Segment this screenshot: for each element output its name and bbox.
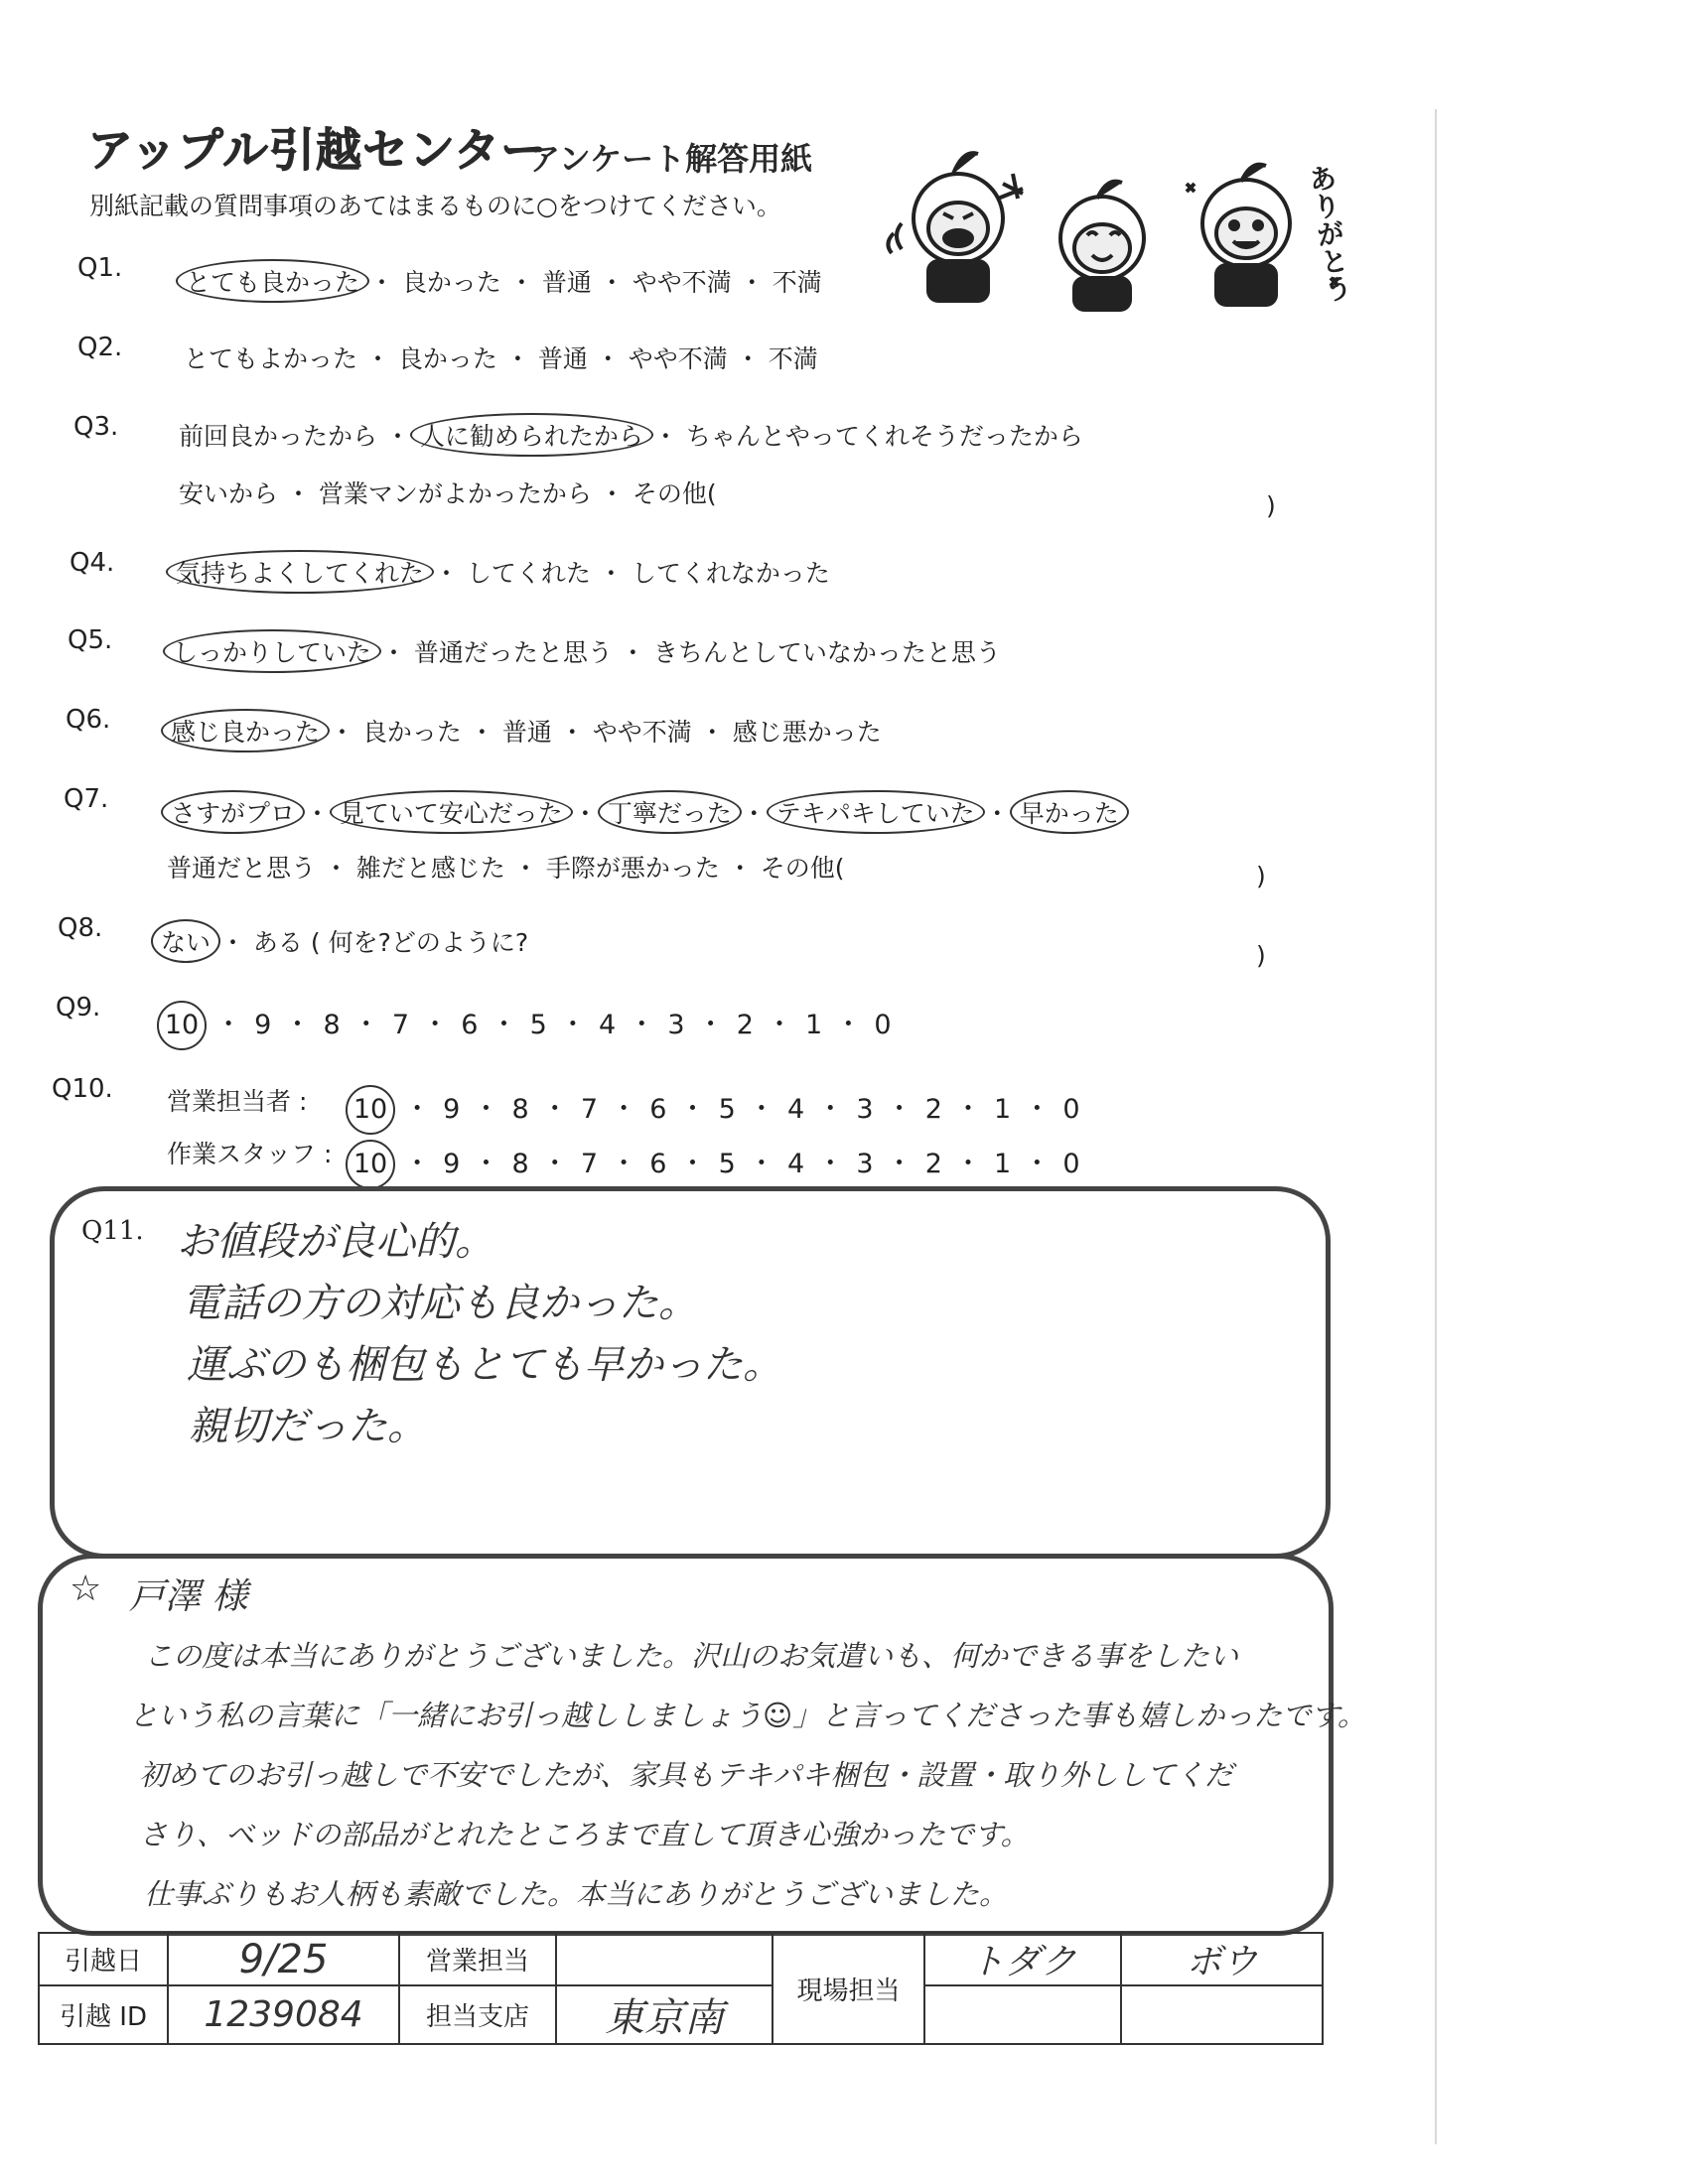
q9-score[interactable]: 8 <box>323 1010 341 1040</box>
q4-option[interactable]: してくれた <box>466 559 591 588</box>
message-addressee: 戸澤 様 <box>129 1576 248 1617</box>
q7-option[interactable]: 雑だと感じた <box>355 854 505 883</box>
site-staff-empty[interactable] <box>1121 1985 1323 2044</box>
move-id-value[interactable]: 1239084 <box>168 1985 399 2044</box>
q10-staff-scale: 10 ・ 9 ・ 8 ・ 7 ・ 6 ・ 5 ・ 4 ・ 3 ・ 2 ・ 1 ・ 0 <box>350 1142 1080 1183</box>
q4-options: 気持ちよくしてくれた ・ してくれた ・ してくれなかった <box>174 554 830 590</box>
q3-option-circled[interactable]: 人に勧められたから <box>410 413 653 457</box>
q10-sales-score-circled[interactable]: 10 <box>346 1085 395 1135</box>
q1-option-circled[interactable]: とても良かった <box>176 259 369 303</box>
q10-staff-score[interactable]: 5 <box>718 1149 736 1179</box>
q10-staff-label: 作業スタッフ : <box>167 1140 333 1168</box>
q9-score[interactable]: 4 <box>598 1010 617 1040</box>
message-body[interactable] <box>129 1626 1366 1924</box>
q5-number: Q5. <box>68 625 113 655</box>
move-date-value[interactable]: 9/25 <box>168 1933 399 1985</box>
q9-score[interactable]: 6 <box>461 1010 479 1040</box>
q9-score[interactable]: 1 <box>805 1010 823 1040</box>
q10-sales-score[interactable]: 9 <box>443 1094 461 1125</box>
q2-options: とてもよかった ・ 良かった ・ 普通 ・ やや不満 ・ 不満 <box>184 344 818 373</box>
q9-score[interactable]: 3 <box>667 1010 685 1040</box>
q10-staff-score[interactable]: 6 <box>649 1149 667 1179</box>
q5-option[interactable]: きちんとしていなかったと思う <box>652 638 1001 667</box>
q11-line: 親切だった。 <box>189 1404 427 1449</box>
q5-option-circled[interactable]: しっかりしていた <box>163 629 381 673</box>
q1-option[interactable]: 良かった <box>401 268 501 297</box>
q6-option-circled[interactable]: 感じ良かった <box>161 709 330 752</box>
q10-sales-score[interactable]: 6 <box>649 1094 667 1125</box>
message-line: 仕事ぶりもお人柄も素敵でした。本当にありがとうございました。 <box>144 1877 1009 1911</box>
q10-sales-score[interactable]: 5 <box>718 1094 736 1125</box>
q7-option[interactable]: その他( <box>760 854 845 883</box>
q9-score-circled[interactable]: 10 <box>157 1001 207 1050</box>
thanks-text: ありがとう <box>1303 162 1355 305</box>
q11-number: Q11. <box>81 1216 144 1246</box>
q7-number: Q7. <box>64 784 109 814</box>
q3-number: Q3. <box>73 412 119 442</box>
q9-number: Q9. <box>56 993 101 1023</box>
q2-option[interactable]: 不満 <box>768 344 818 373</box>
q6-option[interactable]: 良かった <box>361 718 462 747</box>
q3-options-line1: 前回良かったから ・ 人に勧められたから ・ ちゃんとやってくれそうだったから <box>179 417 1083 453</box>
q6-options: 感じ良かった ・ 良かった ・ 普通 ・ やや不満 ・ 感じ悪かった <box>169 713 882 749</box>
q9-score[interactable]: 5 <box>529 1010 547 1040</box>
q2-option[interactable]: 普通 <box>537 344 588 373</box>
q7-option-circled[interactable]: 早かった <box>1010 790 1129 834</box>
q11-line: お値段が良心的。 <box>177 1219 494 1265</box>
message-line: という私の言葉に「一緒にお引っ越ししましょう☺」と言ってくださった事も嬉しかったです。 <box>129 1699 1366 1732</box>
message-line: この度は本当にありがとうございました。沢山のお気遣いも、何かできる事をしたい <box>144 1639 1239 1673</box>
q3-option[interactable]: 前回良かったから <box>179 422 378 451</box>
sales-value[interactable] <box>556 1933 773 1985</box>
q10-staff-score[interactable]: 0 <box>1062 1149 1080 1179</box>
q6-option[interactable]: 感じ悪かった <box>732 718 882 747</box>
star-icon: ☆ <box>70 1569 102 1609</box>
q10-staff-score[interactable]: 8 <box>511 1149 529 1179</box>
q9-score[interactable]: 2 <box>736 1010 754 1040</box>
q3-option[interactable]: ちゃんとやってくれそうだったから <box>685 422 1083 451</box>
q7-close-paren: ) <box>1256 862 1266 890</box>
q7-option-circled[interactable]: テキパキしていた <box>767 790 985 834</box>
q11-answer[interactable] <box>177 1211 782 1457</box>
q3-option[interactable]: 安いから <box>179 479 279 508</box>
q8-option[interactable]: ある ( 何を?どのように? <box>252 928 529 957</box>
q7-options-line1: さすがプロ ・ 見ていて安心だった ・ 丁寧だった ・ テキパキしていた ・ 早かった <box>169 794 1121 830</box>
q8-number: Q8. <box>58 913 103 943</box>
q8-close-paren: ) <box>1256 941 1266 970</box>
q6-option[interactable]: やや不満 <box>592 718 692 747</box>
q10-sales-label: 営業担当者 : <box>167 1087 308 1116</box>
q10-sales-score[interactable]: 8 <box>511 1094 529 1125</box>
q11-line: 電話の方の対応も良かった。 <box>182 1281 698 1326</box>
q7-option[interactable]: 手際が悪かった <box>545 854 720 883</box>
q7-option-circled[interactable]: 見ていて安心だった <box>330 790 573 834</box>
q3-option[interactable]: 営業マンがよかったから <box>318 479 592 508</box>
q10-staff-score[interactable]: 9 <box>443 1149 461 1179</box>
q8-option-circled[interactable]: ない <box>151 919 220 963</box>
site-staff-label: 現場担当 <box>773 1933 924 2044</box>
q7-option[interactable]: 普通だと思う <box>167 854 317 883</box>
q10-staff-score[interactable]: 2 <box>924 1149 942 1179</box>
q9-score[interactable]: 7 <box>391 1010 410 1040</box>
site-staff-empty[interactable] <box>924 1985 1121 2044</box>
q3-options-line2: 安いから ・ 営業マンがよかったから ・ その他( <box>179 479 717 508</box>
q1-option[interactable]: やや不満 <box>632 268 732 297</box>
q6-number: Q6. <box>66 705 111 735</box>
q2-option[interactable]: とてもよかった <box>184 344 358 373</box>
mascot-illustration <box>884 144 1360 313</box>
q5-option[interactable]: 普通だったと思う <box>413 638 613 667</box>
q10-sales-score[interactable]: 1 <box>994 1094 1012 1125</box>
q10-sales-score[interactable]: 4 <box>786 1094 805 1125</box>
q10-sales-score[interactable]: 2 <box>924 1094 942 1125</box>
q10-staff-score[interactable]: 1 <box>994 1149 1012 1179</box>
q9-score[interactable]: 9 <box>254 1010 272 1040</box>
q10-staff-score-circled[interactable]: 10 <box>346 1140 395 1189</box>
site-staff-1[interactable]: トダク <box>924 1933 1121 1985</box>
q10-staff-score[interactable]: 7 <box>580 1149 599 1179</box>
q9-scale: 10 ・ 9 ・ 8 ・ 7 ・ 6 ・ 5 ・ 4 ・ 3 ・ 2 ・ 1 ・ 0 <box>161 1003 892 1044</box>
q1-option[interactable]: 普通 <box>541 268 592 297</box>
q10-sales-score[interactable]: 7 <box>580 1094 599 1125</box>
q6-option[interactable]: 普通 <box>501 718 552 747</box>
q2-option[interactable]: やや不満 <box>628 344 728 373</box>
message-line: さり、ベッドの部品がとれたところまで直して頂き心強かったです。 <box>139 1818 1030 1851</box>
q4-option[interactable]: してくれなかった <box>631 559 830 588</box>
site-staff-2[interactable]: ボウ <box>1121 1933 1323 1985</box>
message-line: 初めてのお引っ越しで不安でしたが、家具もテキパキ梱包・設置・取り外ししてくだ <box>139 1758 1234 1792</box>
branch-label: 担当支店 <box>399 1985 556 2044</box>
q1-options: とても良かった ・ 良かった ・ 普通 ・ やや不満 ・ 不満 <box>184 263 822 299</box>
q2-option[interactable]: 良かった <box>397 344 497 373</box>
q10-number: Q10. <box>52 1074 113 1104</box>
q7-options-line2: 普通だと思う ・ 雑だと感じた ・ 手際が悪かった ・ その他( <box>167 854 845 883</box>
q8-options: ない ・ ある ( 何を?どのように? <box>159 923 528 959</box>
q4-number: Q4. <box>70 548 115 578</box>
q1-option[interactable]: 不満 <box>772 268 822 297</box>
sales-label: 営業担当 <box>399 1933 556 1985</box>
q10-staff-score[interactable]: 4 <box>786 1149 805 1179</box>
q10-sales-score[interactable]: 3 <box>856 1094 874 1125</box>
q10-sales-scale: 10 ・ 9 ・ 8 ・ 7 ・ 6 ・ 5 ・ 4 ・ 3 ・ 2 ・ 1 ・ 0 <box>350 1087 1080 1129</box>
q9-score[interactable]: 0 <box>874 1010 892 1040</box>
q3-close-paren: ) <box>1266 491 1276 520</box>
company-name: アップル引越センター <box>87 123 548 177</box>
q10-staff-score[interactable]: 3 <box>856 1149 874 1179</box>
page-edge-shadow <box>1435 109 1437 2144</box>
branch-value[interactable]: 東京南 <box>556 1985 773 2044</box>
q3-option[interactable]: その他( <box>632 479 717 508</box>
q11-line: 運ぶのも梱包もとても早かった。 <box>187 1342 782 1388</box>
q7-option-circled[interactable]: 丁寧だった <box>598 790 742 834</box>
q10-sales-score[interactable]: 0 <box>1062 1094 1080 1125</box>
move-info-table <box>38 1932 1324 2045</box>
move-id-label: 引越 ID <box>39 1985 168 2044</box>
q5-options: しっかりしていた ・ 普通だったと思う ・ きちんとしていなかったと思う <box>171 633 1001 669</box>
q4-option-circled[interactable]: 気持ちよくしてくれた <box>166 550 434 594</box>
form-title: アンケート解答用紙 <box>528 140 813 178</box>
instruction-text: 別紙記載の質問事項のあてはまるものに○をつけてください。 <box>89 192 781 220</box>
move-date-label: 引越日 <box>39 1933 168 1985</box>
q1-number: Q1. <box>77 253 123 283</box>
q7-option-circled[interactable]: さすがプロ <box>161 790 305 834</box>
q2-number: Q2. <box>77 333 123 362</box>
